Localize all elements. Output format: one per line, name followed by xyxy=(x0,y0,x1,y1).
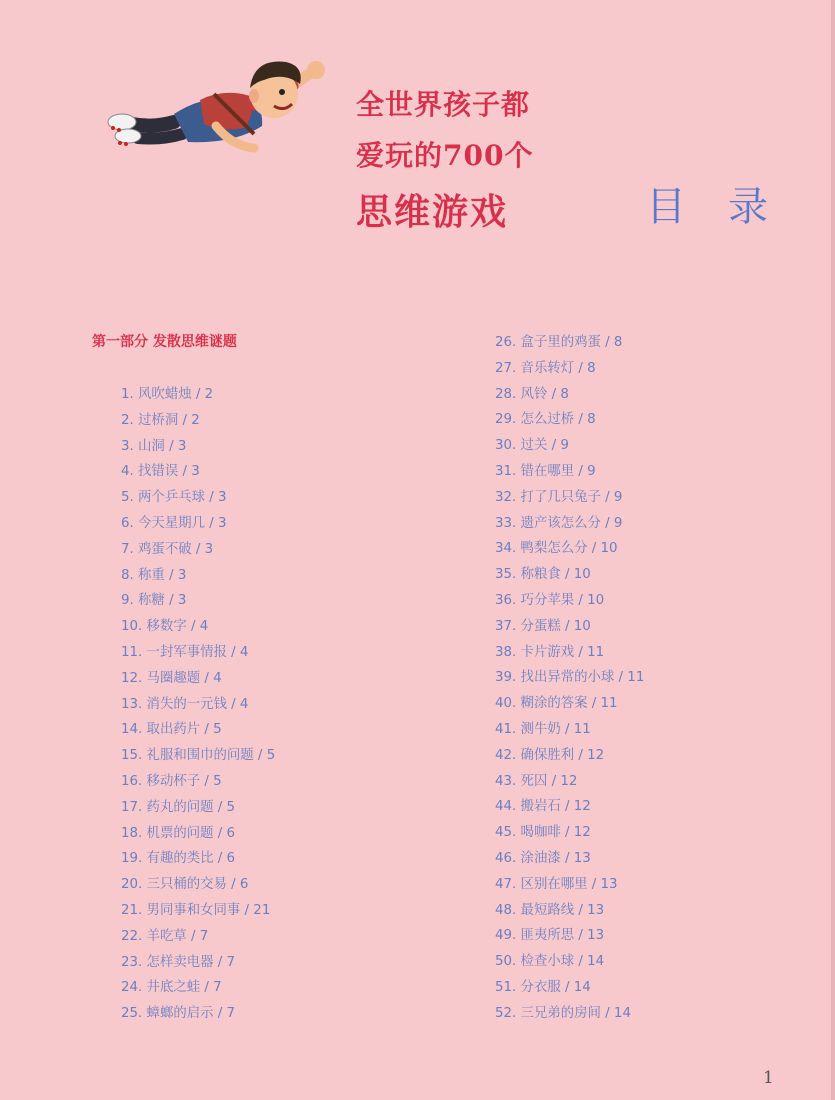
toc-entry[interactable]: 38. 卡片游戏 / 11 xyxy=(495,644,605,660)
toc-entry[interactable]: 5. 两个乒乓球 / 3 xyxy=(121,490,227,506)
page-spine-edge xyxy=(831,0,835,1100)
toc-entry[interactable]: 30. 过关 / 9 xyxy=(495,438,569,454)
contents-heading: 目录 xyxy=(646,184,810,230)
toc-entry[interactable]: 18. 机票的问题 / 6 xyxy=(121,825,236,841)
toc-entry[interactable]: 1. 风吹蜡烛 / 2 xyxy=(121,387,214,402)
toc-entry[interactable]: 22. 羊吃草 / 7 xyxy=(121,928,209,944)
toc-entry[interactable]: 7. 鸡蛋不破 / 3 xyxy=(121,541,214,557)
toc-entry[interactable]: 45. 喝咖啡 / 12 xyxy=(495,825,591,841)
toc-entry[interactable]: 48. 最短路线 / 13 xyxy=(495,902,605,918)
toc-entry[interactable]: 17. 药丸的问题 / 5 xyxy=(121,799,236,815)
toc-entry[interactable]: 31. 错在哪里 / 9 xyxy=(495,463,596,479)
toc-entry[interactable]: 19. 有趣的类比 / 6 xyxy=(121,851,236,867)
toc-entry[interactable]: 34. 鸭梨怎么分 / 10 xyxy=(495,541,618,557)
toc-entry[interactable]: 32. 打了几只兔子 / 9 xyxy=(495,489,623,505)
toc-left-column xyxy=(121,382,275,1027)
toc-entry[interactable]: 51. 分衣服 / 14 xyxy=(495,979,591,995)
toc-entry[interactable]: 20. 三只桶的交易 / 6 xyxy=(121,877,249,893)
toc-entry[interactable]: 9. 称糖 / 3 xyxy=(121,593,187,609)
toc-entry[interactable]: 15. 礼服和围巾的问题 / 5 xyxy=(121,748,276,764)
toc-entry[interactable]: 36. 巧分苹果 / 10 xyxy=(495,592,605,608)
toc-entry[interactable]: 33. 遗产该怎么分 / 9 xyxy=(495,515,623,531)
toc-entry[interactable]: 13. 消失的一元钱 / 4 xyxy=(121,696,249,712)
toc-entry[interactable]: 43. 死囚 / 12 xyxy=(495,773,578,789)
toc-entry[interactable]: 8. 称重 / 3 xyxy=(121,567,187,583)
toc-entry[interactable]: 28. 风铃 / 8 xyxy=(495,386,569,402)
page-number: 1 xyxy=(763,1068,774,1088)
toc-entry[interactable]: 37. 分蛋糕 / 10 xyxy=(495,618,591,634)
section-title: 第一部分 发散思维谜题 xyxy=(92,334,237,350)
toc-entry[interactable]: 14. 取出药片 / 5 xyxy=(121,722,222,738)
toc-entry[interactable]: 24. 井底之蛙 / 7 xyxy=(121,980,222,996)
toc-entry[interactable]: 46. 涂油漆 / 13 xyxy=(495,850,591,866)
toc-entry[interactable]: 3. 山洞 / 3 xyxy=(121,438,187,454)
toc-entry[interactable]: 25. 蟑螂的启示 / 7 xyxy=(121,1006,236,1022)
toc-entry[interactable]: 40. 糊涂的答案 / 11 xyxy=(495,696,618,712)
toc-entry[interactable]: 42. 确保胜利 / 12 xyxy=(495,747,605,763)
toc-entry[interactable]: 27. 音乐转灯 / 8 xyxy=(495,360,596,376)
toc-entry[interactable]: 2. 过桥洞 / 2 xyxy=(121,412,200,428)
toc-entry[interactable]: 21. 男同事和女同事 / 21 xyxy=(121,902,271,918)
toc-entry[interactable]: 44. 搬岩石 / 12 xyxy=(495,799,591,815)
toc-entry[interactable]: 23. 怎样卖电器 / 7 xyxy=(121,954,236,970)
toc-entry[interactable]: 26. 盒子里的鸡蛋 / 8 xyxy=(495,335,623,350)
toc-entry[interactable]: 47. 区别在哪里 / 13 xyxy=(495,876,618,892)
toc-entry[interactable]: 16. 移动杯子 / 5 xyxy=(121,773,222,789)
toc-right-column xyxy=(495,330,644,1027)
toc-entry[interactable]: 50. 检查小球 / 14 xyxy=(495,954,605,970)
toc-entry[interactable]: 35. 称粮食 / 10 xyxy=(495,567,591,583)
toc-entry[interactable]: 4. 找错误 / 3 xyxy=(121,464,200,480)
toc-entry[interactable]: 10. 移数字 / 4 xyxy=(121,619,209,635)
toc-entry[interactable]: 41. 测牛奶 / 11 xyxy=(495,721,591,737)
book-title-line-2: 爱玩的700个 xyxy=(356,139,534,172)
toc-entry[interactable]: 49. 匪夷所思 / 13 xyxy=(495,928,605,944)
book-title-line-1: 全世界孩子都 xyxy=(356,88,531,121)
toc-entry[interactable]: 11. 一封军事情报 / 4 xyxy=(121,644,249,660)
toc-entry[interactable]: 39. 找出异常的小球 / 11 xyxy=(495,670,645,686)
toc-entry[interactable]: 52. 三兄弟的房间 / 14 xyxy=(495,1005,631,1021)
toc-entry[interactable]: 29. 怎么过桥 / 8 xyxy=(495,412,596,428)
toc-entry[interactable]: 12. 马圈趣题 / 4 xyxy=(121,670,222,686)
book-title-line-3: 思维游戏 xyxy=(356,191,509,233)
flying-boy-illustration xyxy=(104,44,350,160)
toc-entry[interactable]: 6. 今天星期几 / 3 xyxy=(121,515,227,531)
